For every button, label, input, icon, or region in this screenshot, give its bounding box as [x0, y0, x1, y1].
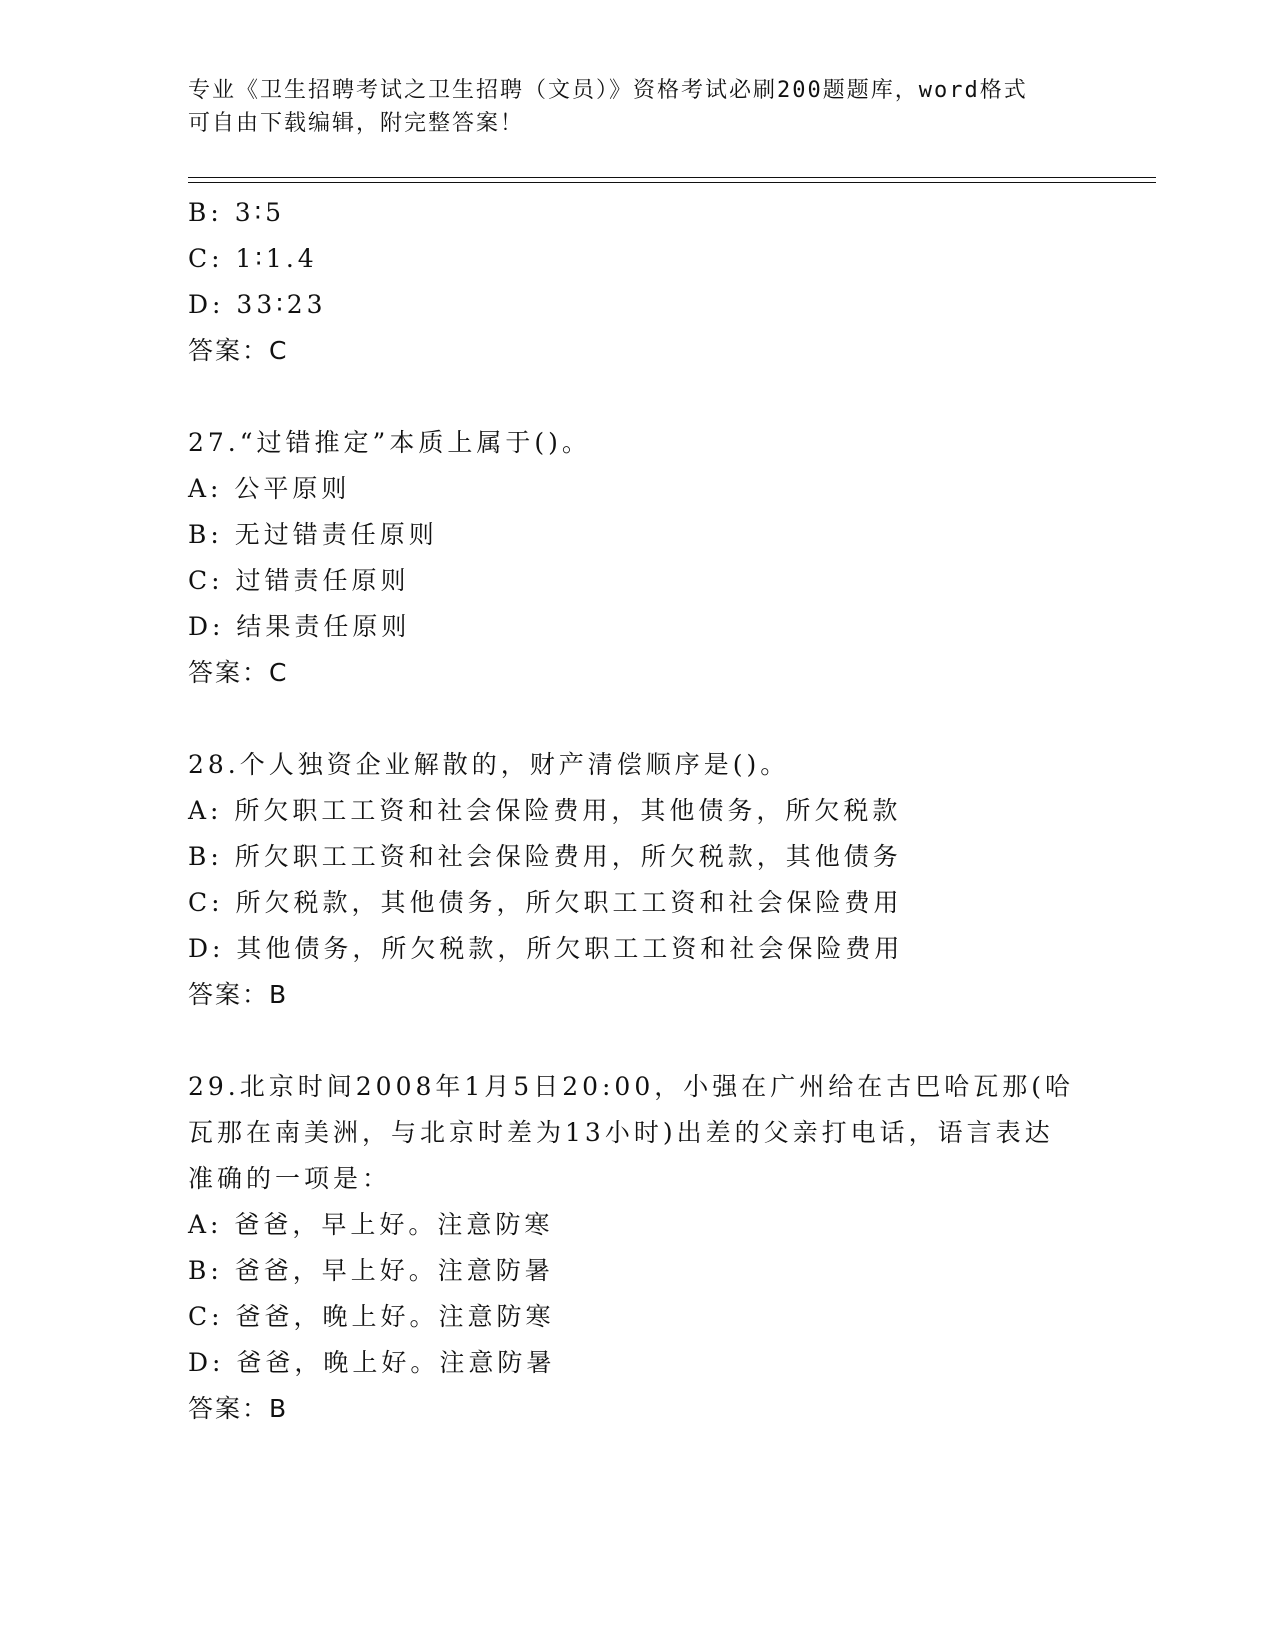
option-d: D: 其他债务，所欠税款，所欠职工工资和社会保险费用	[188, 934, 904, 963]
document-header	[188, 74, 1068, 140]
question-stem: 27.“过错推定”本质上属于()。	[188, 428, 591, 457]
option-d: D: 爸爸，晚上好。注意防暑	[188, 1348, 556, 1377]
option-b: B: 无过错责任原则	[188, 520, 438, 549]
option-c: C: 爸爸，晚上好。注意防寒	[188, 1302, 555, 1331]
question-stem-line-1: 29.北京时间2008年1月5日20:00，小强在广州给在古巴哈瓦那(哈	[188, 1072, 1074, 1101]
question-stem-line-3: 准确的一项是：	[188, 1164, 392, 1193]
option-b: B: 3∶5	[188, 198, 286, 227]
answer-line: 答案：C	[188, 658, 289, 687]
question-stem-line-2: 瓦那在南美洲，与北京时差为13小时)出差的父亲打电话，语言表达	[188, 1118, 1054, 1147]
option-c: C: 所欠税款，其他债务，所欠职工工资和社会保险费用	[188, 888, 903, 917]
document-body	[188, 190, 1074, 1432]
header-divider-bottom	[188, 182, 1156, 183]
header-divider-top	[188, 177, 1156, 178]
option-a: A: 所欠职工工资和社会保险费用，其他债务，所欠税款	[188, 796, 902, 825]
answer-line: 答案：B	[188, 980, 289, 1009]
header-title-line-1: 专业《卫生招聘考试之卫生招聘（文员）》资格考试必刷200题题库，word格式	[188, 78, 1028, 103]
answer-line: 答案：C	[188, 336, 289, 365]
option-c: C: 过错责任原则	[188, 566, 410, 595]
option-a: A: 爸爸，早上好。注意防寒	[188, 1210, 554, 1239]
option-a: A: 公平原则	[188, 474, 351, 503]
answer-line: 答案：B	[188, 1394, 289, 1423]
option-c: C: 1∶1.4	[188, 244, 318, 273]
question-27	[188, 420, 1068, 696]
option-b: B: 爸爸，早上好。注意防暑	[188, 1256, 554, 1285]
question-26-continued	[188, 190, 1068, 374]
option-d: D: 33∶23	[188, 290, 327, 319]
question-29	[188, 1064, 1074, 1432]
option-b: B: 所欠职工工资和社会保险费用，所欠税款，其他债务	[188, 842, 902, 871]
header-title-line-2: 可自由下载编辑，附完整答案！	[188, 111, 525, 136]
option-d: D: 结果责任原则	[188, 612, 411, 641]
question-28	[188, 742, 1068, 1018]
question-stem: 28.个人独资企业解散的，财产清偿顺序是()。	[188, 750, 790, 779]
